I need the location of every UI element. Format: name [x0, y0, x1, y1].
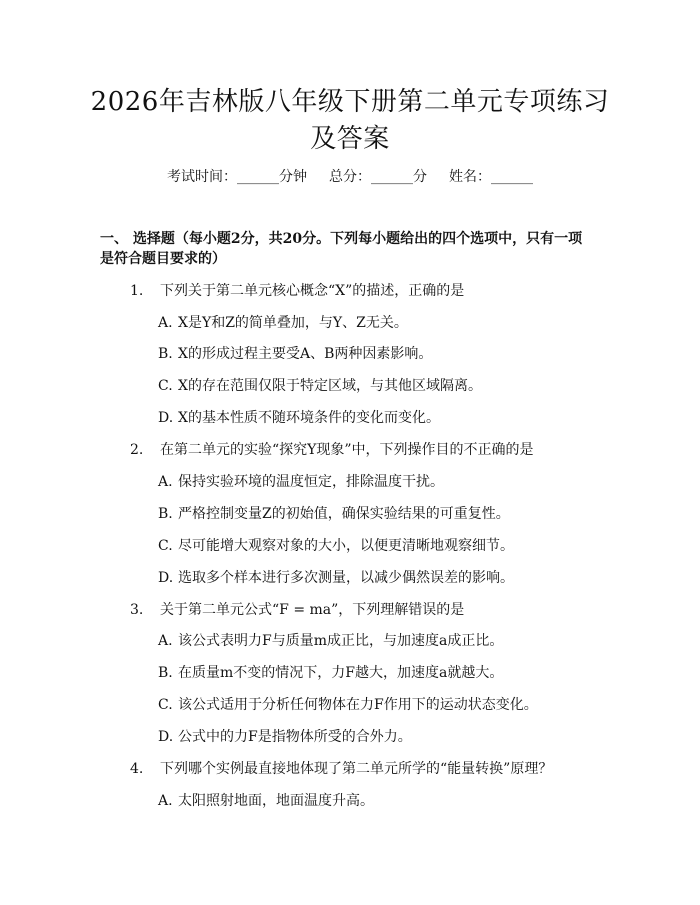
- section-heading-line2: 是符合题目要求的）: [100, 251, 226, 267]
- question-3: [130, 600, 464, 620]
- question-1: [130, 281, 464, 301]
- option-letter: C.: [158, 538, 173, 554]
- option-letter: C.: [158, 697, 173, 713]
- option-text: X是Y和Z的简单叠加，与Y、Z无关。: [178, 315, 408, 331]
- option-letter: D.: [158, 570, 174, 586]
- question-2-option-a: [158, 472, 444, 492]
- option-text: X的存在范围仅限于特定区域，与其他区域隔离。: [178, 378, 482, 394]
- question-text: 在第二单元的实验“探究Y现象”中，下列操作目的不正确的是: [160, 442, 534, 458]
- question-2-option-d: [158, 568, 514, 588]
- option-text: 在质量m不变的情况下，力F越大，加速度a就越大。: [178, 665, 504, 681]
- question-text: 下列哪个实例最直接地体现了第二单元所学的“能量转换”原理？: [160, 761, 553, 777]
- question-number: 2.: [130, 442, 144, 458]
- question-text: 下列关于第二单元核心概念“X”的描述，正确的是: [160, 283, 465, 299]
- question-1-option-a: [158, 313, 408, 333]
- section-heading-line1: 一、 选择题（每小题2分，共20分。下列每小题给出的四个选项中，只有一项: [100, 231, 583, 247]
- exam-info-row: [0, 167, 700, 187]
- option-letter: B.: [158, 665, 173, 681]
- option-text: 该公式适用于分析任何物体在力F作用下的运动状态变化。: [178, 697, 538, 713]
- option-text: 保持实验环境的温度恒定，排除温度干扰。: [178, 474, 444, 490]
- exam-time-field: 考试时间：______分钟: [167, 169, 307, 185]
- option-letter: A.: [158, 633, 173, 649]
- option-letter: A.: [158, 474, 173, 490]
- total-score-field: 总分：______分: [329, 169, 427, 185]
- option-letter: B.: [158, 346, 173, 362]
- document-title-line2: 及答案: [310, 124, 390, 154]
- option-letter: D.: [158, 729, 174, 745]
- question-3-option-b: [158, 663, 503, 683]
- option-text: 该公式表明力F与质量m成正比，与加速度a成正比。: [178, 633, 504, 649]
- option-text: X的基本性质不随环境条件的变化而变化。: [178, 410, 440, 426]
- question-2-option-b: [158, 504, 510, 524]
- question-1-option-b: [158, 344, 432, 364]
- document-title-line1: 2026年吉林版八年级下册第二单元专项练习: [90, 87, 610, 117]
- question-1-option-d: [158, 408, 440, 428]
- question-1-option-c: [158, 376, 482, 396]
- option-letter: B.: [158, 506, 173, 522]
- question-number: 3.: [130, 602, 144, 618]
- option-letter: A.: [158, 793, 173, 809]
- question-3-option-c: [158, 695, 538, 715]
- option-text: 选取多个样本进行多次测量，以减少偶然误差的影响。: [178, 570, 514, 586]
- question-number: 4.: [130, 761, 144, 777]
- question-text: 关于第二单元公式“F = ma”，下列理解错误的是: [160, 602, 465, 618]
- option-letter: C.: [158, 378, 173, 394]
- student-name-field: 姓名：______: [449, 169, 533, 185]
- question-number: 1.: [130, 283, 144, 299]
- question-2-option-c: [158, 536, 514, 556]
- question-4-option-a: [158, 791, 374, 811]
- option-text: 尽可能增大观察对象的大小，以便更清晰地观察细节。: [178, 538, 514, 554]
- question-2: [130, 440, 534, 460]
- option-text: 严格控制变量Z的初始值，确保实验结果的可重复性。: [178, 506, 510, 522]
- question-3-option-d: [158, 727, 412, 747]
- option-letter: D.: [158, 410, 174, 426]
- option-text: 公式中的力F是指物体所受的合外力。: [178, 729, 412, 745]
- option-text: 太阳照射地面，地面温度升高。: [178, 793, 374, 809]
- option-text: X的形成过程主要受A、B两种因素影响。: [178, 346, 433, 362]
- question-3-option-a: [158, 631, 503, 651]
- question-4: [130, 759, 552, 779]
- option-letter: A.: [158, 315, 173, 331]
